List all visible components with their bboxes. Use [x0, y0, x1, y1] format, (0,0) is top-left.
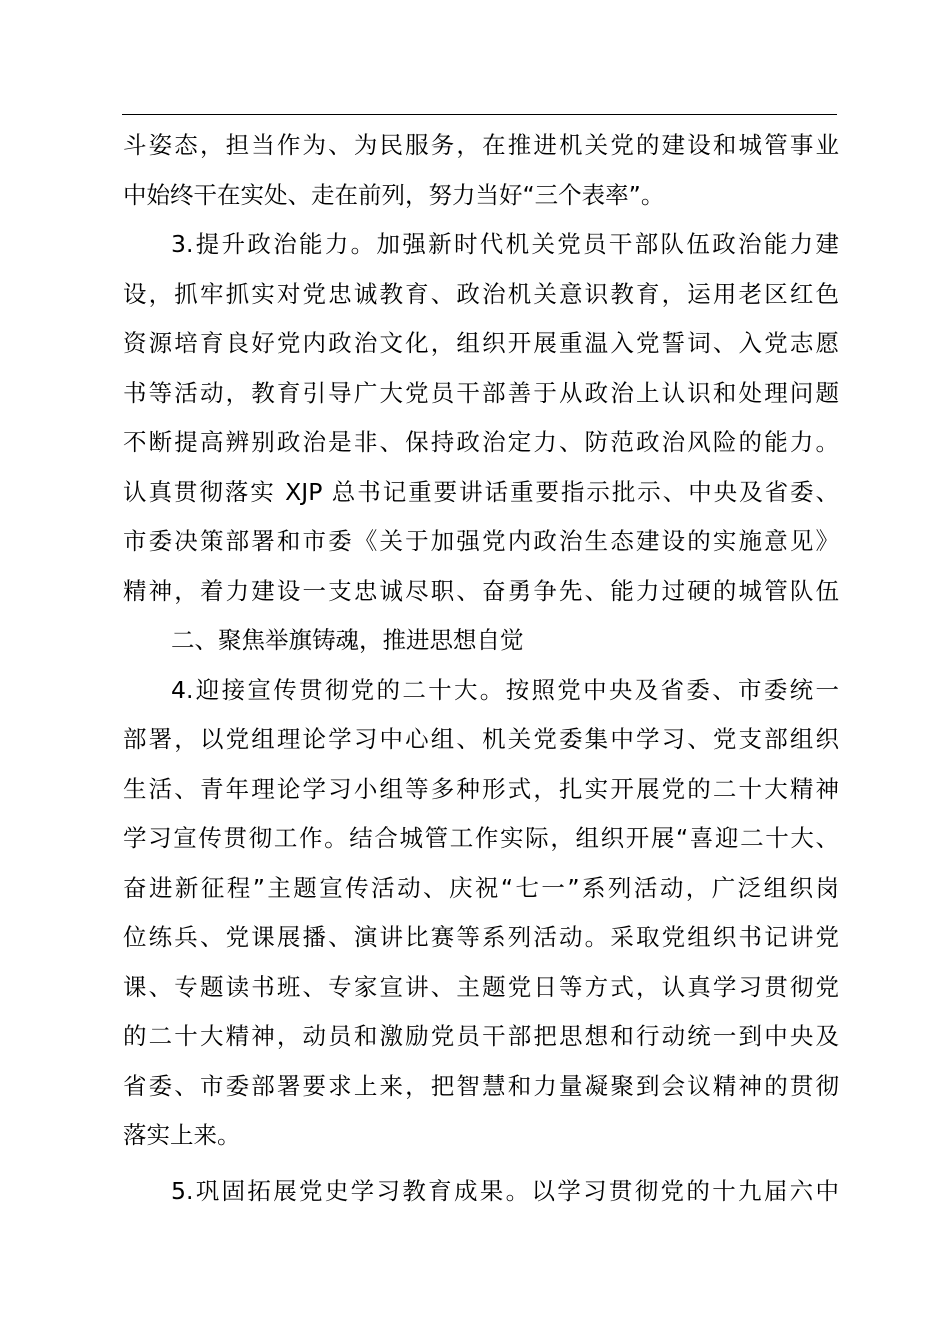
text-line: 课、专题读书班、专家宣讲、主题党日等方式，认真学习贯彻党: [123, 972, 839, 1001]
header-rule: [122, 114, 837, 115]
text-line: 资源培育良好党内政治文化，组织开展重温入党誓词、入党志愿: [123, 329, 839, 357]
part-heading-2: 二、聚焦举旗铸魂，推进思想自觉: [171, 626, 524, 654]
text-line: 生活、青年理论学习小组等多种形式，扎实开展党的二十大精神: [123, 774, 839, 803]
text-line: 位练兵、党课展播、演讲比赛等系列活动。采取党组织书记讲党: [123, 923, 839, 951]
text-line: 精神，着力建设一支忠诚尽职、奋勇争先、能力过硬的城管队伍: [123, 576, 839, 605]
body-text: [123, 121, 839, 1216]
text-line: 不断提高辨别政治是非、保持政治定力、防范政治风险的能力。: [123, 428, 839, 456]
text-line: 市委决策部署和市委《关于加强党内政治生态建设的实施意见》: [123, 527, 839, 555]
section-heading-5: 5.巩固拓展党史学习教育成果。以学习贯彻党的十九届六中: [171, 1176, 839, 1205]
text-line: 中始终干在实处、走在前列，努力当好“三个表率”。: [123, 180, 665, 209]
section-heading-4: 4.迎接宣传贯彻党的二十大。按照党中央及省委、市委统一: [171, 675, 839, 704]
section-heading-3: 3.提升政治能力。加强新时代机关党员干部队伍政治能力建: [171, 230, 839, 258]
text-line: 设，抓牢抓实对党忠诚教育、政治机关意识教育，运用老区红色: [123, 279, 839, 308]
text-line: 斗姿态，担当作为、为民服务，在推进机关党的建设和城管事业: [123, 131, 839, 159]
text-line: 认真贯彻落实 XJP 总书记重要讲话重要指示批示、中央及省委、: [123, 477, 839, 506]
text-line: 奋进新征程”主题宣传活动、庆祝“七一”系列活动，广泛组织岗: [123, 873, 839, 902]
text-line: 的二十大精神，动员和激励党员干部把思想和行动统一到中央及: [123, 1022, 839, 1050]
text-line: 部署，以党组理论学习中心组、机关党委集中学习、党支部组织: [123, 725, 839, 753]
text-line: 书等活动，教育引导广大党员干部善于从政治上认识和处理问题: [123, 378, 839, 407]
text-line: 学习宣传贯彻工作。结合城管工作实际，组织开展“喜迎二十大、: [123, 824, 839, 852]
text-line: 落实上来。: [123, 1121, 241, 1149]
text-line: 省委、市委部署要求上来，把智慧和力量凝聚到会议精神的贯彻: [123, 1071, 839, 1100]
